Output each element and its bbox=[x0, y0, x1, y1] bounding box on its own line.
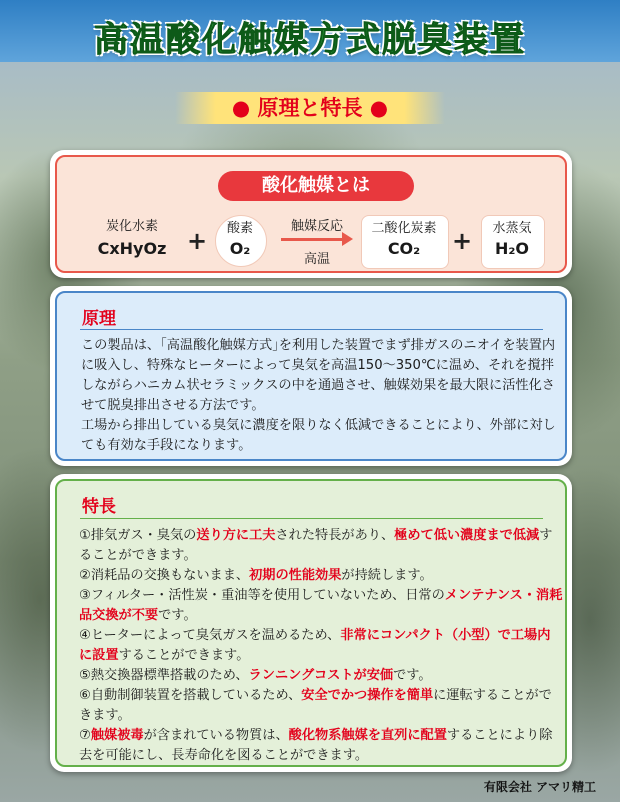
subtitle-banner: ● 原理と特長 ● bbox=[175, 92, 445, 124]
product1-label: 二酸化炭素 bbox=[371, 221, 437, 236]
product1-formula: CO₂ bbox=[387, 239, 421, 258]
arrow-head-icon bbox=[342, 232, 353, 246]
reaction-condition: 高温 bbox=[303, 252, 330, 267]
feature-text: することができます。 bbox=[118, 648, 250, 663]
product2-formula: H₂O bbox=[495, 239, 529, 258]
product2-label: 水蒸気 bbox=[492, 221, 532, 236]
principle-card bbox=[50, 286, 572, 466]
feature-highlight: 酸化物系触媒を直列に配置 bbox=[288, 728, 447, 743]
feature-item bbox=[79, 726, 563, 766]
features-list bbox=[79, 526, 563, 766]
feature-highlight: 送り方に工夫 bbox=[196, 528, 276, 543]
principle-card-inner bbox=[55, 291, 567, 461]
feature-text: ⑦ bbox=[79, 728, 91, 743]
divider bbox=[80, 518, 543, 519]
feature-highlight: ランニングコストが安価 bbox=[248, 668, 394, 683]
reactant2-formula: O₂ bbox=[229, 239, 251, 258]
feature-text: ①排気ガス・臭気の bbox=[79, 528, 197, 543]
feature-text: することができます。 bbox=[79, 528, 553, 563]
feature-highlight: 極めて低い濃度まで低減 bbox=[394, 528, 540, 543]
plus-sign: + bbox=[452, 227, 473, 255]
page-title: 高温酸化触媒方式脱臭装置 bbox=[94, 20, 526, 60]
reaction-label: 触媒反応 bbox=[290, 219, 343, 234]
feature-text: が含まれている物質は、 bbox=[143, 728, 289, 743]
feature-text: が持続します。 bbox=[341, 568, 433, 583]
reactant1-label: 炭化水素 bbox=[105, 219, 158, 234]
principle-heading: 原理 bbox=[82, 309, 116, 329]
feature-item bbox=[79, 566, 563, 586]
feature-item bbox=[79, 586, 563, 626]
feature-highlight: 安全でかつ操作を簡単 bbox=[301, 688, 434, 703]
plus-sign: + bbox=[187, 227, 208, 255]
reactant1-formula: CxHyOz bbox=[97, 239, 167, 258]
feature-text: された特長があり、 bbox=[275, 528, 395, 543]
features-card-inner bbox=[55, 479, 567, 767]
feature-text: です。 bbox=[393, 668, 432, 683]
reactant2-label: 酸素 bbox=[226, 221, 253, 236]
divider bbox=[80, 329, 543, 330]
feature-text: です。 bbox=[158, 608, 197, 623]
feature-highlight: メンテナンス・消耗品交換が不要 bbox=[79, 588, 563, 623]
feature-item bbox=[79, 666, 563, 686]
reaction-arrow bbox=[281, 238, 343, 241]
catalyst-card-inner bbox=[55, 155, 567, 273]
features-card bbox=[50, 474, 572, 772]
catalyst-card bbox=[50, 150, 572, 278]
principle-paragraph: 工場から排出している臭気に濃度を限りなく低減できることにより、外部に対しても有効な手段になります。 bbox=[81, 418, 556, 453]
feature-text: ③フィルター・活性炭・重油等を使用していないため、日常の bbox=[79, 588, 445, 603]
feature-item bbox=[79, 686, 563, 726]
feature-text: ②消耗品の交換もないまま、 bbox=[79, 568, 250, 583]
principle-paragraph: この製品は、｢高温酸化触媒方式｣を利用した装置でまず排ガスのニオイを装置内に吸入し、特殊なヒーターによって臭気を高温150～350℃に温め、それを撹拌しながらハニカム状セラミックスの中を通過させ、触媒効果を最大限に活性化させて脱臭排出させる方法です。 bbox=[81, 338, 556, 413]
feature-text: することにより除去を可能にし、長寿命化を図ることができます。 bbox=[79, 728, 553, 763]
features-heading: 特長 bbox=[82, 497, 116, 517]
feature-highlight: 触媒被毒 bbox=[90, 728, 144, 743]
feature-text: ④ヒーターによって臭気ガスを温めるため、 bbox=[79, 628, 341, 643]
feature-text: に運転することができます。 bbox=[79, 688, 552, 723]
catalyst-heading: 酸化触媒とは bbox=[218, 171, 414, 201]
feature-text: ⑥自動制御装置を搭載しているため、 bbox=[79, 688, 302, 703]
feature-text: ⑤熱交換器標準搭載のため、 bbox=[79, 668, 249, 683]
company-name: 有限会社 アマリ精工 bbox=[483, 780, 596, 794]
feature-item bbox=[79, 626, 563, 666]
feature-item bbox=[79, 526, 563, 566]
feature-highlight: 初期の性能効果 bbox=[249, 568, 342, 583]
feature-highlight: 非常にコンパクト（小型）で工場内に設置 bbox=[79, 628, 551, 663]
principle-text bbox=[81, 336, 559, 456]
